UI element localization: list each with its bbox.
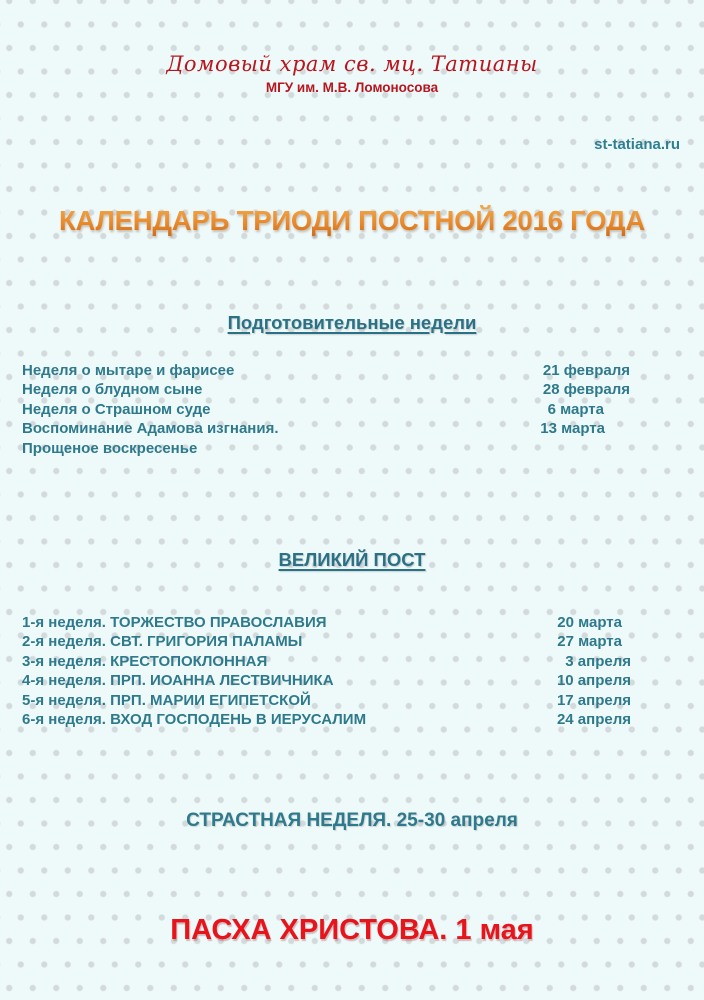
list-item-label: Прощеное воскресенье [22, 440, 198, 457]
list-item-label: 6-я неделя. ВХОД ГОСПОДЕНЬ В ИЕРУСАЛИМ [22, 711, 367, 728]
page-title: КАЛЕНДАРЬ ТРИОДИ ПОСТНОЙ 2016 ГОДА [0, 205, 704, 237]
site-link[interactable]: st-tatiana.ru [594, 136, 680, 153]
list-item-date: 21 февраля [542, 362, 630, 379]
list-item-date: 13 марта [540, 420, 605, 437]
list-item-label: 5-я неделя. ПРП. МАРИИ ЕГИПЕТСКОЙ [22, 692, 311, 709]
section-heading-great-lent [0, 549, 704, 571]
list-item-date: 20 марта [557, 614, 622, 631]
list-item-label: Воспоминание Адамова изгнания. [22, 420, 279, 437]
list-item-label: 2-я неделя. СВТ. ГРИГОРИЯ ПАЛАМЫ [22, 633, 303, 650]
section-heading-text: Подготовительные недели [227, 312, 477, 333]
list-item-date: 10 апреля [556, 672, 631, 689]
list-item-label: Неделя о блудном сыне [22, 381, 203, 398]
church-name: Домовый храм св. мц. Татианы [166, 52, 538, 76]
list-item-label: Неделя о Страшном суде [22, 401, 211, 418]
section-heading-preparatory [0, 312, 704, 334]
list-item-date: 27 марта [557, 633, 622, 650]
list-item-date: 6 марта [547, 401, 604, 418]
list-item-label: Неделя о мытаре и фарисее [22, 362, 235, 379]
list-item-date: 3 апреля [565, 653, 631, 670]
list-item-label: 4-я неделя. ПРП. ИОАННА ЛЕСТВИЧНИКА [22, 672, 334, 689]
holy-week-line: СТРАСТНАЯ НЕДЕЛЯ. 25-30 апреля [186, 810, 518, 831]
list-item-label: 3-я неделя. КРЕСТОПОКЛОННАЯ [22, 653, 268, 670]
section-heading-text: ВЕЛИКИЙ ПОСТ [278, 549, 426, 570]
list-item-label: 1-я неделя. ТОРЖЕСТВО ПРАВОСЛАВИЯ [22, 614, 327, 631]
university-name: МГУ им. М.В. Ломоносова [265, 80, 439, 95]
pascha-line: ПАСХА ХРИСТОВА. 1 мая [170, 914, 534, 946]
list-item-date: 24 апреля [556, 711, 631, 728]
list-item-date: 17 апреля [556, 692, 631, 709]
list-item-date: 28 февраля [542, 381, 630, 398]
